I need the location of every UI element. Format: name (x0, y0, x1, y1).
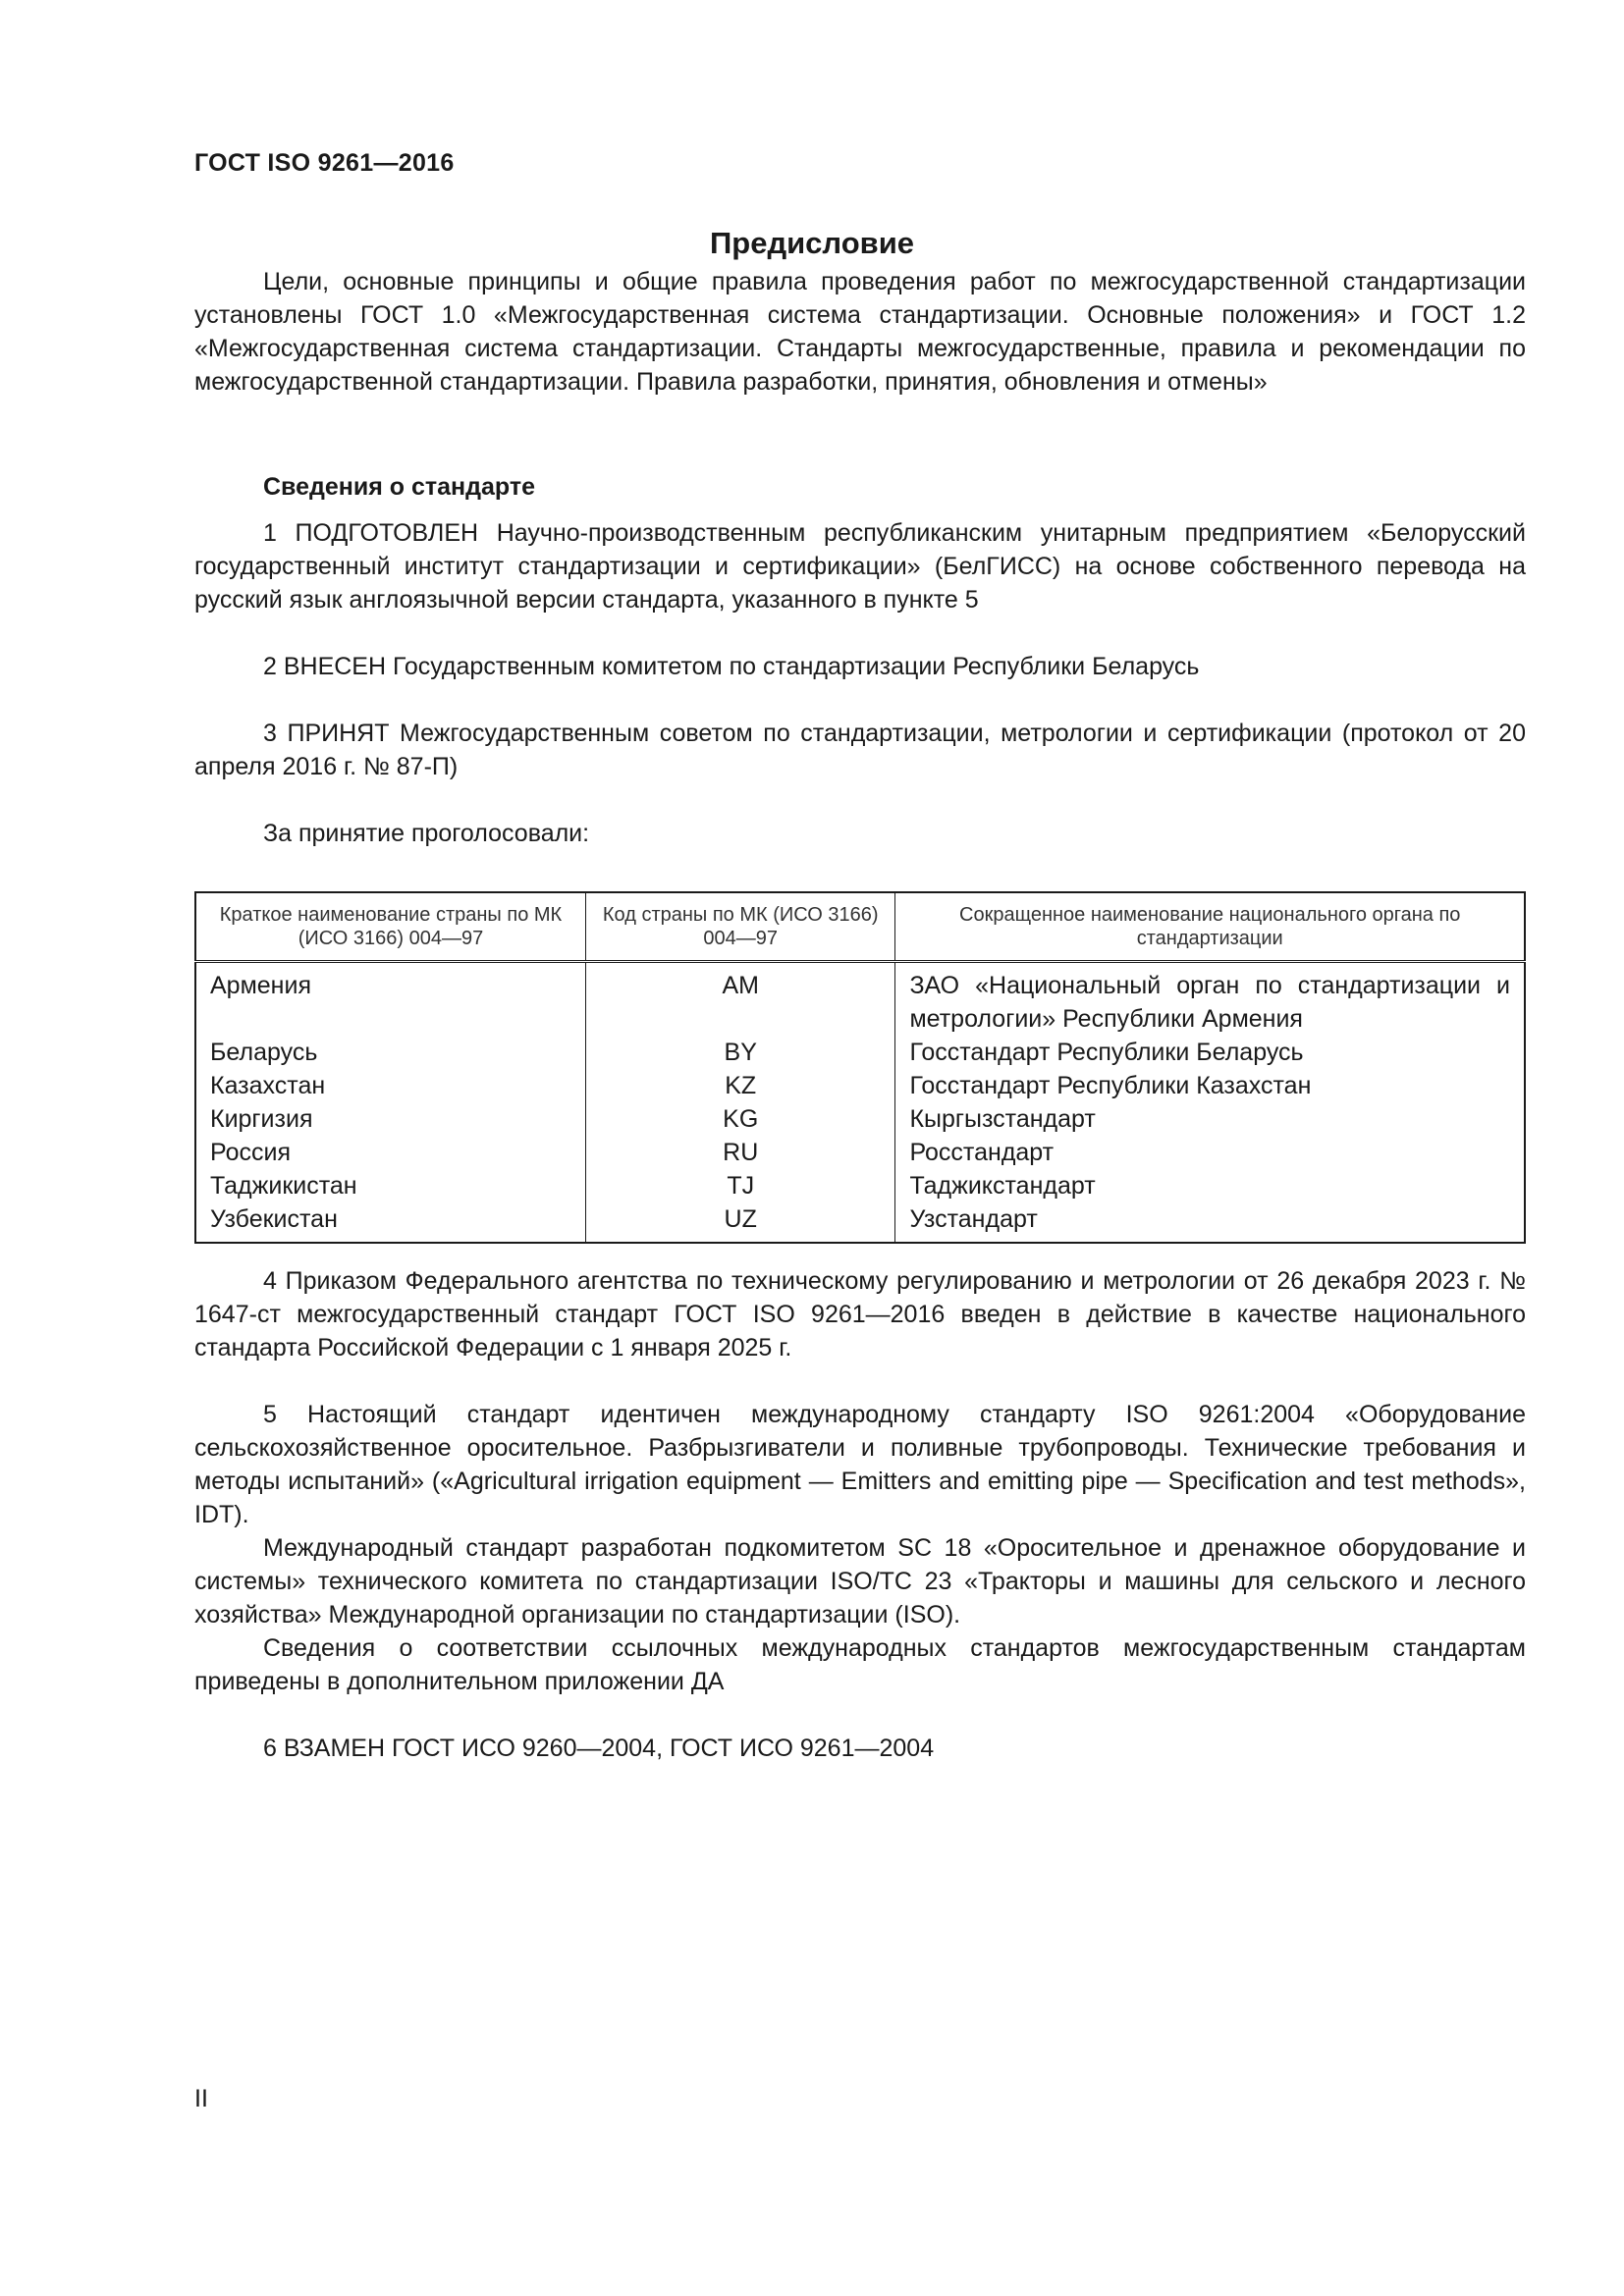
intro-paragraph: Цели, основные принципы и общие правила проведения работ по межгосударственной стандартизации установлены ГОСТ 1.0 «Межгосударственная система стандартизации. Основные положения» и ГОСТ 1.2 «Межгосударственная система стандартизации. Стандарты межгосударственные, правила и рекомендации по межгосударственной стандартизации. Правила разработки, принятия, обновления и отмены» (194, 268, 1526, 396)
document-code-header: ГОСТ ISO 9261—2016 (194, 149, 455, 177)
table-header-row (195, 892, 1525, 962)
page-title: Предисловие (709, 226, 914, 260)
item-2-paragraph: 2 ВНЕСЕН Государственным комитетом по стандартизации Республики Беларусь (263, 653, 1200, 680)
item-5-paragraph: 5 Настоящий стандарт идентичен международному стандарту ISO 9261:2004 «Оборудование сельскохозяйственное оросительное. Разбрызгиватели и поливные трубопроводы. Технические требования и методы испытаний» («Agricultural irrigation equipment — Emitters and emitting pipe — Specification and test methods», IDT). (194, 1401, 1526, 1528)
cell-country: Таджикистан (195, 1169, 585, 1202)
table-row (195, 1036, 1525, 1069)
header-organ: Сокращенное наименование национального органа по стандартизации (895, 892, 1525, 962)
cell-code: UZ (585, 1202, 894, 1243)
item-5-references-paragraph: Сведения о соответствии ссылочных международных стандартов межгосударственным стандартам приведены в дополнительном приложении ДА (194, 1634, 1526, 1695)
cell-country: Россия (195, 1136, 585, 1169)
table-row (195, 1102, 1525, 1136)
cell-organ: Росстандарт (895, 1136, 1525, 1169)
cell-organ: Госстандарт Республики Казахстан (895, 1069, 1525, 1102)
cell-code: BY (585, 1036, 894, 1069)
item-1-paragraph: 1 ПОДГОТОВЛЕН Научно-производственным республиканским унитарным предприятием «Белорусский государственный институт стандартизации и сертификации» (БелГИСС) на основе собственного перевода на русский язык англоязычной версии стандарта, указанного в пункте 5 (194, 519, 1526, 614)
cell-country: Казахстан (195, 1069, 585, 1102)
item-6-paragraph: 6 ВЗАМЕН ГОСТ ИСО 9260—2004, ГОСТ ИСО 9261—2004 (263, 1735, 935, 1762)
cell-country: Узбекистан (195, 1202, 585, 1243)
item-3-paragraph: 3 ПРИНЯТ Межгосударственным советом по стандартизации, метрологии и сертификации (протокол от 20 апреля 2016 г. № 87-П) (194, 720, 1526, 780)
voted-paragraph: За принятие проголосовали: (263, 820, 590, 847)
table-row (195, 962, 1525, 1037)
table-row (195, 1069, 1525, 1102)
cell-organ: Узстандарт (895, 1202, 1525, 1243)
header-code: Код страны по МК (ИСО 3166) 004—97 (585, 892, 894, 962)
cell-code: KG (585, 1102, 894, 1136)
table-row (195, 1169, 1525, 1202)
cell-country: Беларусь (195, 1036, 585, 1069)
cell-organ: ЗАО «Национальный орган по стандартизации и метрологии» Республики Армения (895, 962, 1525, 1037)
section-heading: Сведения о стандарте (263, 473, 536, 501)
table-row (195, 1202, 1525, 1243)
cell-organ: Госстандарт Республики Беларусь (895, 1036, 1525, 1069)
cell-code: TJ (585, 1169, 894, 1202)
cell-country: Киргизия (195, 1102, 585, 1136)
cell-code: RU (585, 1136, 894, 1169)
table-row (195, 1136, 1525, 1169)
page-number: II (194, 2085, 208, 2112)
header-country: Краткое наименование страны по МК (ИСО 3166) 004—97 (195, 892, 585, 962)
cell-code: AM (585, 962, 894, 1037)
cell-code: KZ (585, 1069, 894, 1102)
cell-organ: Таджикстандарт (895, 1169, 1525, 1202)
item-4-paragraph: 4 Приказом Федерального агентства по техническому регулированию и метрологии от 26 декабря 2023 г. № 1647-ст межгосударственный стандарт ГОСТ ISO 9261—2016 введен в действие в качестве национального стандарта Российской Федерации с 1 января 2025 г. (194, 1267, 1526, 1362)
cell-organ: Кыргызстандарт (895, 1102, 1525, 1136)
cell-country: Армения (195, 962, 585, 1037)
member-states-table (194, 891, 1526, 1244)
item-5-developer-paragraph: Международный стандарт разработан подкомитетом SC 18 «Оросительное и дренажное оборудование и системы» технического комитета по стандартизации ISO/TC 23 «Тракторы и машины для сельского и лесного хозяйства» Международной организации по стандартизации (ISO). (194, 1534, 1526, 1629)
